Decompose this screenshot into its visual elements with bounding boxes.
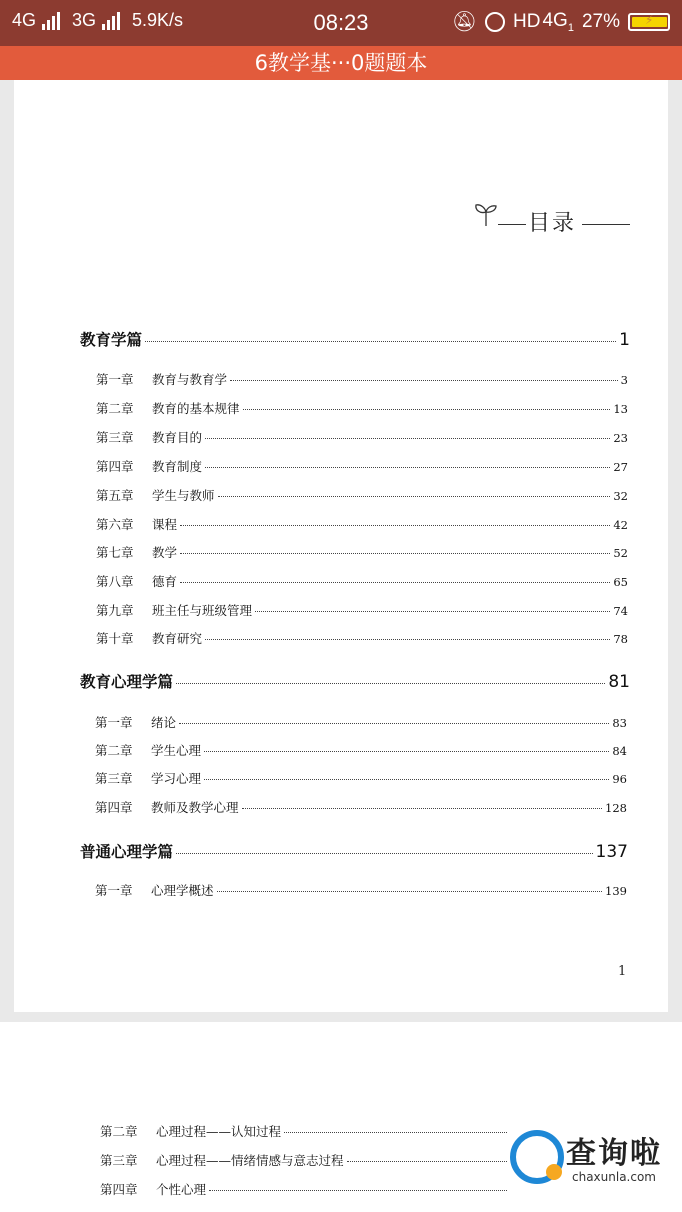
- alarm-icon: [485, 12, 505, 32]
- toc-chapter[interactable]: 第三章 教育目的 23: [96, 430, 628, 445]
- toc-part-3[interactable]: 普通心理学篇 137: [80, 842, 628, 862]
- watermark-logo: [506, 1128, 682, 1192]
- status-left: [12, 10, 183, 31]
- toc-chapter[interactable]: 第六章 课程 42: [96, 517, 628, 532]
- toc-chapter[interactable]: 第一章 心理学概述 139: [95, 883, 627, 898]
- toc-part-2[interactable]: 教育心理学篇 81: [80, 672, 630, 692]
- toc-chapter[interactable]: 第三章 心理过程——情绪情感与意志过程: [100, 1151, 510, 1169]
- network-type-3: $4G_1$: [542, 9, 574, 34]
- toc-chapter[interactable]: 第五章 学生与教师 32: [96, 488, 628, 503]
- network-type-2: 3G: [72, 10, 97, 30]
- battery-icon: ⚡︎: [628, 13, 670, 31]
- toc-part-1[interactable]: 教育学篇 1: [80, 330, 630, 350]
- page-number: 1: [618, 964, 627, 979]
- toc-chapter[interactable]: 第二章 教育的基本规律 13: [96, 401, 628, 416]
- sprout-icon: [472, 202, 500, 228]
- toc-chapter[interactable]: 第四章 个性心理: [100, 1180, 510, 1198]
- toc-chapter[interactable]: 第四章 教育制度 27: [96, 459, 628, 474]
- network-type-1: 4G: [12, 10, 37, 30]
- toc-chapter[interactable]: 第四章 教师及教学心理 128: [95, 800, 627, 815]
- toc-chapter[interactable]: 第二章 学生心理 84: [95, 743, 627, 758]
- clock: 08:23: [313, 10, 369, 35]
- signal-icon-2: [102, 12, 120, 30]
- document-title-bar[interactable]: 6教学基···0题题本: [0, 46, 682, 80]
- watermark-url: chaxunla.com: [572, 1170, 656, 1184]
- network-speed: 5.9K/s: [132, 10, 184, 30]
- toc-chapter[interactable]: 第八章 德育 65: [96, 574, 628, 589]
- toc-chapter[interactable]: 第十章 教育研究 78: [96, 631, 628, 646]
- status-right: [452, 9, 670, 34]
- watermark-text: 查询啦: [566, 1136, 662, 1171]
- hd-label: HD: [513, 10, 541, 32]
- toc-chapter[interactable]: 第二章 心理过程——认知过程: [100, 1122, 510, 1140]
- signal-icon: [42, 12, 60, 30]
- status-bar: [0, 0, 682, 46]
- battery-percent: 27%: [581, 10, 620, 32]
- toc-chapter[interactable]: 第一章 教育与教育学 3: [96, 372, 628, 387]
- toc-chapter[interactable]: 第一章 绪论 83: [95, 715, 627, 730]
- toc-chapter[interactable]: 第七章 教学 52: [96, 545, 628, 560]
- toc-heading-text: 目录: [528, 211, 577, 236]
- toc-heading: [472, 200, 642, 240]
- toc-chapter[interactable]: 第三章 学习心理 96: [95, 771, 627, 786]
- bell-muted-icon: 🔕︎: [451, 11, 478, 33]
- toc-chapter[interactable]: 第九章 班主任与班级管理 74: [96, 603, 628, 618]
- search-icon: [510, 1130, 564, 1184]
